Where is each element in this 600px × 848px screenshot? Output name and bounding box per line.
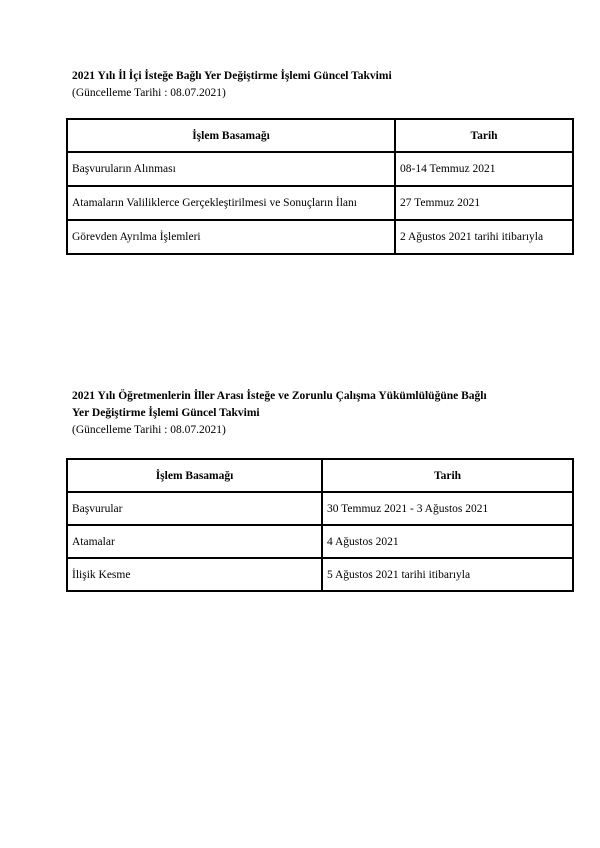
table-header-row [67,119,573,152]
table-row [67,220,573,254]
section-title: 2021 Yılı İl İçi İsteğe Bağlı Yer Değiştirme İşlemi Güncel Takvimi [72,70,392,82]
date-cell: 2 Ağustos 2021 tarihi itibarıyla [395,220,573,254]
table-row [67,152,573,186]
column-header-date: Tarih [322,459,573,492]
column-header-step: İşlem Basamağı [67,459,322,492]
date-cell: 5 Ağustos 2021 tarihi itibarıyla [322,558,573,591]
section-title: 2021 Yılı Öğretmenlerin İller Arası İsteğe ve Zorunlu Çalışma Yükümlülüğüne Bağlı [72,390,487,402]
update-date-note: (Güncelleme Tarihi : 08.07.2021) [72,424,226,436]
update-date-note: (Güncelleme Tarihi : 08.07.2021) [72,87,226,99]
calendar-table-1 [66,118,574,255]
step-cell: Atamalar [67,525,322,558]
step-cell: İlişik Kesme [67,558,322,591]
step-cell: Başvuruların Alınması [67,152,395,186]
date-cell: 30 Temmuz 2021 - 3 Ağustos 2021 [322,492,573,525]
step-cell: Görevden Ayrılma İşlemleri [67,220,395,254]
section-title-line2: Yer Değiştirme İşlemi Güncel Takvimi [72,407,260,419]
date-cell: 08-14 Temmuz 2021 [395,152,573,186]
section-2-heading [72,388,487,439]
column-header-step: İşlem Basamağı [67,119,395,152]
table-header-row [67,459,573,492]
table-row [67,558,573,591]
table-row [67,186,573,220]
table-row [67,525,573,558]
column-header-date: Tarih [395,119,573,152]
step-cell: Atamaların Valiliklerce Gerçekleştirilmesi ve Sonuçların İlanı [67,186,395,220]
section-1-heading [72,68,392,102]
step-cell: Başvurular [67,492,322,525]
date-cell: 27 Temmuz 2021 [395,186,573,220]
calendar-table-2 [66,458,574,592]
table-row [67,492,573,525]
date-cell: 4 Ağustos 2021 [322,525,573,558]
